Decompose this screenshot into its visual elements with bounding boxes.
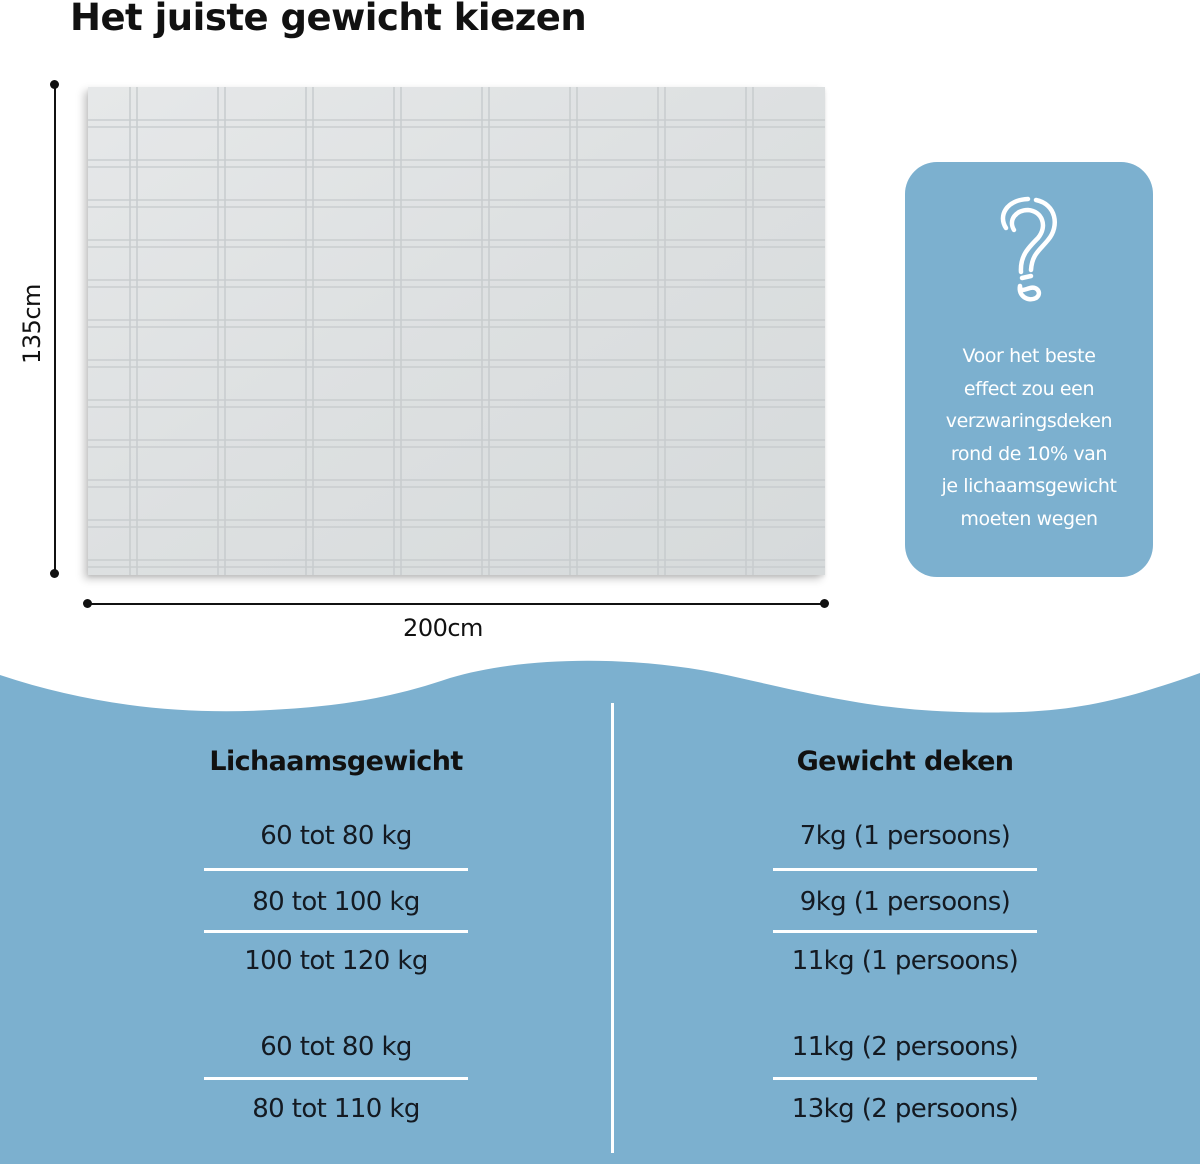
row-separator [204,930,468,933]
info-line: effect zou een [963,377,1095,400]
table-row: 11kg (1 persoons) [791,946,1019,976]
column-divider [611,703,614,1153]
height-label: 135cm [18,284,46,364]
table-row: 13kg (2 persoons) [791,1094,1019,1124]
table-row: 7kg (1 persoons) [799,821,1011,851]
table-row: 80 tot 100 kg [252,887,420,917]
blanket-weight-column [773,740,1037,1124]
table-row: 9kg (1 persoons) [799,887,1011,917]
row-separator [773,1077,1037,1080]
blanket-image [88,87,825,575]
info-line: rond de 10% van [950,442,1108,465]
table-row: 11kg (2 persoons) [791,1032,1019,1062]
row-separator [773,868,1037,871]
column-header-body-weight: Lichaamsgewicht [209,746,463,777]
info-text [914,340,1144,536]
width-dimension-line [87,603,824,605]
info-line: moeten wegen [960,507,1098,530]
table-row: 60 tot 80 kg [260,821,412,851]
table-row: 100 tot 120 kg [244,946,428,976]
dimension-endpoint [50,80,59,89]
table-row: 60 tot 80 kg [260,1032,412,1062]
page-title: Het juiste gewicht kiezen [70,0,587,39]
info-line: je lichaamsgewicht [941,475,1117,498]
dimension-endpoint [50,569,59,578]
dimension-endpoint [820,599,829,608]
table-row: 80 tot 110 kg [252,1094,420,1124]
width-label: 200cm [403,614,483,642]
question-mark-icon [994,196,1064,306]
body-weight-column [204,740,468,1124]
info-card [905,162,1153,577]
row-separator [204,1077,468,1080]
info-line: Voor het beste [962,345,1096,367]
dimension-endpoint [83,599,92,608]
row-separator [773,930,1037,933]
info-line: verzwaringsdeken [945,410,1113,433]
quilt-stitch-pattern [88,87,825,575]
height-dimension-line [54,84,56,573]
column-header-blanket-weight: Gewicht deken [796,746,1014,777]
row-separator [204,868,468,871]
